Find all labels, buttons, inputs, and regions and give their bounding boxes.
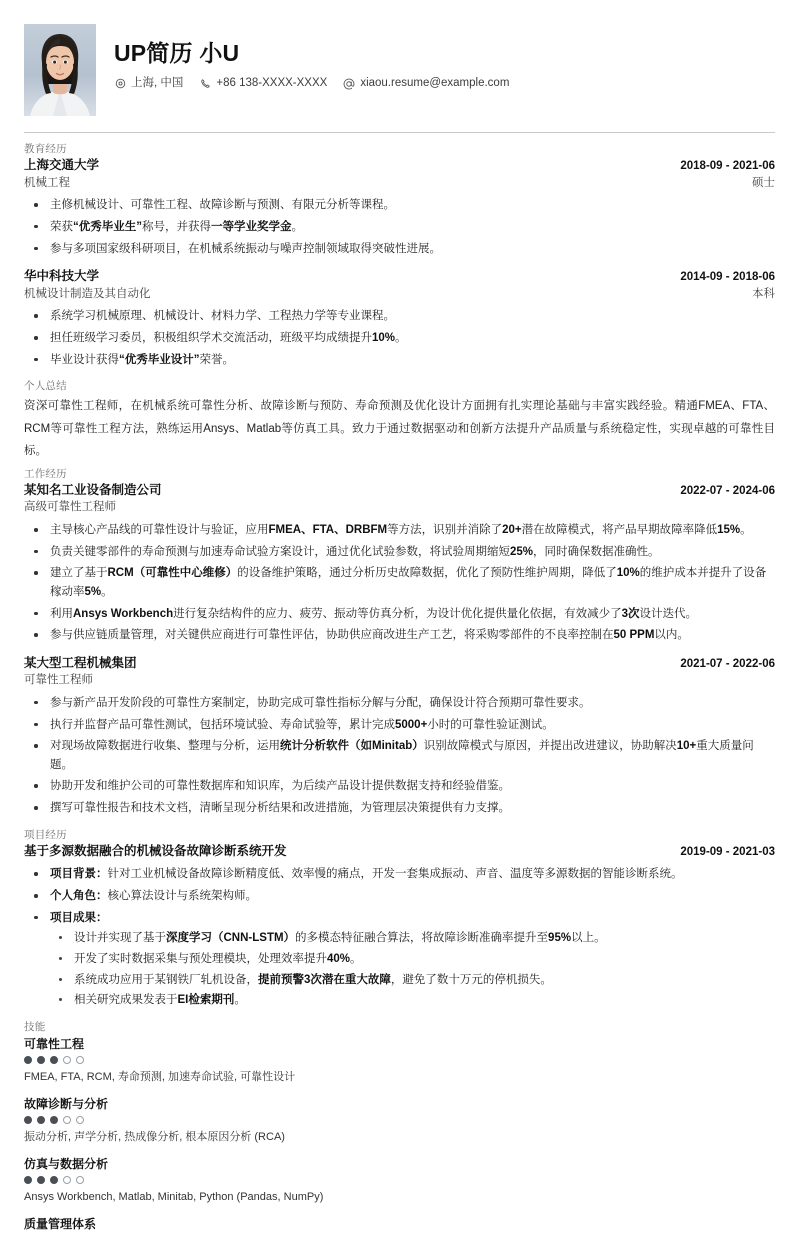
section-label-work: 工作经历 <box>24 467 67 480</box>
section-label-projects: 项目经历 <box>24 828 67 841</box>
bullet-list <box>24 521 775 645</box>
skill-level-dots <box>24 1056 775 1064</box>
skill-level-dot <box>50 1116 58 1124</box>
project-entries <box>24 843 775 1010</box>
entry <box>24 482 775 645</box>
entry-role: 机械工程 <box>24 176 70 189</box>
entry-subhead <box>24 286 775 303</box>
entry-date: 2021-07 - 2022-06 <box>680 657 775 670</box>
entry-date: 2022-07 - 2024-06 <box>680 484 775 497</box>
entry <box>24 655 775 818</box>
section-label-education: 教育经历 <box>24 143 67 155</box>
entry-org: 某知名工业设备制造公司 <box>24 482 162 497</box>
entry-meta: 硕士 <box>752 176 775 189</box>
sub-bullet-list <box>50 929 775 1010</box>
entry-head <box>24 157 775 175</box>
skill-level-dot <box>24 1176 32 1184</box>
at-sign-icon <box>343 78 355 90</box>
skill-level-dot <box>37 1176 45 1184</box>
skill-blocks <box>24 1035 775 1206</box>
skill-name: 故障诊断与分析 <box>24 1096 109 1111</box>
bullet-item: 负责关键零部件的寿命预测与加速寿命试验方案设计，通过优化试验参数，将试验周期缩短25%，同时确保数据准确性。 <box>24 543 775 562</box>
skill-level-dot <box>63 1056 71 1064</box>
skill-items: FMEA, FTA, RCM, 寿命预测, 加速寿命试验, 可靠性设计 <box>24 1070 296 1083</box>
sub-bullet-item: 系统成功应用于某钢铁厂轧机设备，提前预警3次潜在重大故障，避免了数十万元的停机损失。 <box>50 971 775 990</box>
bullet-item: 主导核心产品线的可靠性设计与验证，应用FMEA、FTA、DRBFM等方法，识别并消除了20+潜在故障模式，将产品早期故障率降低15%。 <box>24 521 775 540</box>
skill-level-dot <box>24 1116 32 1124</box>
entry-meta: 本科 <box>752 287 775 300</box>
phone-icon <box>199 78 211 90</box>
skill-level-dot <box>63 1176 71 1184</box>
identity-block <box>114 24 775 91</box>
skill-items: Ansys Workbench, Matlab, Minitab, Python (Pandas, NumPy) <box>24 1191 324 1204</box>
contact-row <box>114 76 775 91</box>
entry-head <box>24 482 775 500</box>
contact-phone-text: +86 138-XXXX-XXXX <box>216 77 328 90</box>
entry-head <box>24 268 775 286</box>
bullet-list <box>24 694 775 818</box>
bullet-item: 撰写可靠性报告和技术文档，清晰呈现分析结果和改进措施，为管理层决策提供有力支撑。 <box>24 799 775 818</box>
section-label-summary: 个人总结 <box>24 380 67 393</box>
entry-org: 某大型工程机械集团 <box>24 655 137 670</box>
entry-org: 基于多源数据融合的机械设备故障诊断系统开发 <box>24 843 287 858</box>
entry-subhead <box>24 175 775 192</box>
section-projects <box>24 828 775 1010</box>
work-entries <box>24 482 775 818</box>
entry-date: 2018-09 - 2021-06 <box>680 160 775 173</box>
entry-org: 上海交通大学 <box>24 158 100 173</box>
bullet-item: 个人角色：核心算法设计与系统架构师。 <box>24 887 775 906</box>
page-title: UP简历 小U <box>114 40 240 66</box>
section-education <box>24 142 775 369</box>
contact-email-text: xiaou.resume@example.com <box>360 77 510 90</box>
summary-text: 资深可靠性工程师，在机械系统可靠性分析、故障诊断与预防、寿命预测及优化设计方面拥有扎实理论基础与丰富实践经验。精通FMEA、FTA、RCM等可靠性工程方法，熟练运用Ansys、Matlab等仿真工具。致力于通过数据驱动和创新方法提升产品质量与系统稳定性，实现卓越的可靠性目标。 <box>24 400 775 458</box>
skill-level-dot <box>76 1116 84 1124</box>
bullet-list <box>24 865 775 1009</box>
bullet-item: 系统学习机械原理、机械设计、材料力学、工程热力学等专业课程。 <box>24 307 775 326</box>
skill-block <box>24 1155 775 1206</box>
bullet-list <box>24 196 775 258</box>
skill-level-dot <box>76 1056 84 1064</box>
skill-level-dots <box>24 1116 775 1124</box>
entry <box>24 157 775 258</box>
contact-location <box>114 76 183 91</box>
entry-org: 华中科技大学 <box>24 269 100 284</box>
contact-email <box>343 76 509 91</box>
bullet-list <box>24 307 775 369</box>
bullet-item: 项目成果： 设计并实现了基于深度学习（CNN-LSTM）的多模态特征融合算法，将故障诊断准确率提升至95%以上。 开发了实时数据采集与预处理模块，处理效率提升40%。 系统成功应用于某钢铁厂轧机设备，提前预警3次潜在重大故障，避免了数十万元的停机损失。 相关研究成果发表于EI检索期刊。 <box>24 909 775 1010</box>
bullet-item: 建立了基于RCM（可靠性中心维修）的设备维护策略，通过分析历史故障数据，优化了预防性维护周期，降低了10%的维护成本并提升了设备稼动率5%。 <box>24 564 775 601</box>
bullet-item: 荣获“优秀毕业生”称号，并获得一等学业奖学金。 <box>24 218 775 237</box>
skill-items: 振动分析, 声学分析, 热成像分析, 根本原因分析 (RCA) <box>24 1130 285 1143</box>
bullet-item: 参与供应链质量管理，对关键供应商进行可靠性评估，协助供应商改进生产工艺，将采购零部件的不良率控制在50 PPM以内。 <box>24 626 775 645</box>
skill-name: 可靠性工程 <box>24 1036 85 1051</box>
contact-location-text: 上海, 中国 <box>131 77 184 90</box>
bullet-item: 项目背景：针对工业机械设备故障诊断精度低、效率慢的痛点，开发一套集成振动、声音、温度等多源数据的智能诊断系统。 <box>24 865 775 884</box>
skill-name-truncated: 质量管理体系 <box>24 1217 97 1232</box>
entry-subhead <box>24 499 775 516</box>
skill-name: 仿真与数据分析 <box>24 1157 109 1172</box>
bullet-item: 参与新产品开发阶段的可靠性方案制定，协助完成可靠性指标分解与分配，确保设计符合预期可靠性要求。 <box>24 694 775 713</box>
section-work <box>24 467 775 818</box>
entry <box>24 843 775 1010</box>
entry-date: 2014-09 - 2018-06 <box>680 271 775 284</box>
skill-block <box>24 1095 775 1146</box>
avatar <box>24 24 96 116</box>
bullet-item: 担任班级学习委员，积极组织学术交流活动，班级平均成绩提升10%。 <box>24 329 775 348</box>
bullet-item: 毕业设计获得“优秀毕业设计”荣誉。 <box>24 351 775 370</box>
entry-role: 高级可靠性工程师 <box>24 501 116 514</box>
entry-head <box>24 843 775 861</box>
section-skills <box>24 1020 775 1232</box>
skill-level-dot <box>24 1056 32 1064</box>
section-label-skills: 技能 <box>24 1020 46 1033</box>
bullet-item: 利用Ansys Workbench进行复杂结构件的应力、疲劳、振动等仿真分析，为设计优化提供量化依据，有效减少了3次设计迭代。 <box>24 605 775 624</box>
skill-level-dots <box>24 1176 775 1184</box>
bullet-item: 协助开发和维护公司的可靠性数据库和知识库，为后续产品设计提供数据支持和经验借鉴。 <box>24 777 775 796</box>
entry-date: 2019-09 - 2021-03 <box>680 845 775 858</box>
skill-level-dot <box>37 1116 45 1124</box>
sub-bullet-item: 设计并实现了基于深度学习（CNN-LSTM）的多模态特征融合算法，将故障诊断准确率提升至95%以上。 <box>50 929 775 948</box>
contact-phone <box>199 76 327 91</box>
bullet-item: 参与多项国家级科研项目，在机械系统振动与噪声控制领域取得突破性进展。 <box>24 240 775 259</box>
bullet-item: 主修机械设计、可靠性工程、故障诊断与预测、有限元分析等课程。 <box>24 196 775 215</box>
resume-header <box>24 24 775 130</box>
portrait-photo-icon <box>24 24 96 116</box>
bullet-item: 执行并监督产品可靠性测试，包括环境试验、寿命试验等，累计完成5000+小时的可靠性验证测试。 <box>24 716 775 735</box>
header-divider <box>24 132 775 133</box>
skill-level-dot <box>50 1176 58 1184</box>
entry-role: 机械设计制造及其自动化 <box>24 287 151 300</box>
education-entries <box>24 157 775 369</box>
section-summary <box>24 379 775 462</box>
entry <box>24 268 775 369</box>
location-pin-icon <box>114 78 126 90</box>
skill-level-dot <box>50 1056 58 1064</box>
skill-level-dot <box>63 1116 71 1124</box>
skill-level-dot <box>37 1056 45 1064</box>
sub-bullet-item: 相关研究成果发表于EI检索期刊。 <box>50 991 775 1010</box>
skill-block <box>24 1035 775 1086</box>
skill-level-dot <box>76 1176 84 1184</box>
bullet-item: 对现场故障数据进行收集、整理与分析，运用统计分析软件（如Minitab）识别故障模式与原因，并提出改进建议，协助解决10+重大质量问题。 <box>24 737 775 774</box>
entry-role: 可靠性工程师 <box>24 674 93 687</box>
entry-subhead <box>24 672 775 689</box>
entry-head <box>24 655 775 673</box>
sub-bullet-item: 开发了实时数据采集与预处理模块，处理效率提升40%。 <box>50 950 775 969</box>
